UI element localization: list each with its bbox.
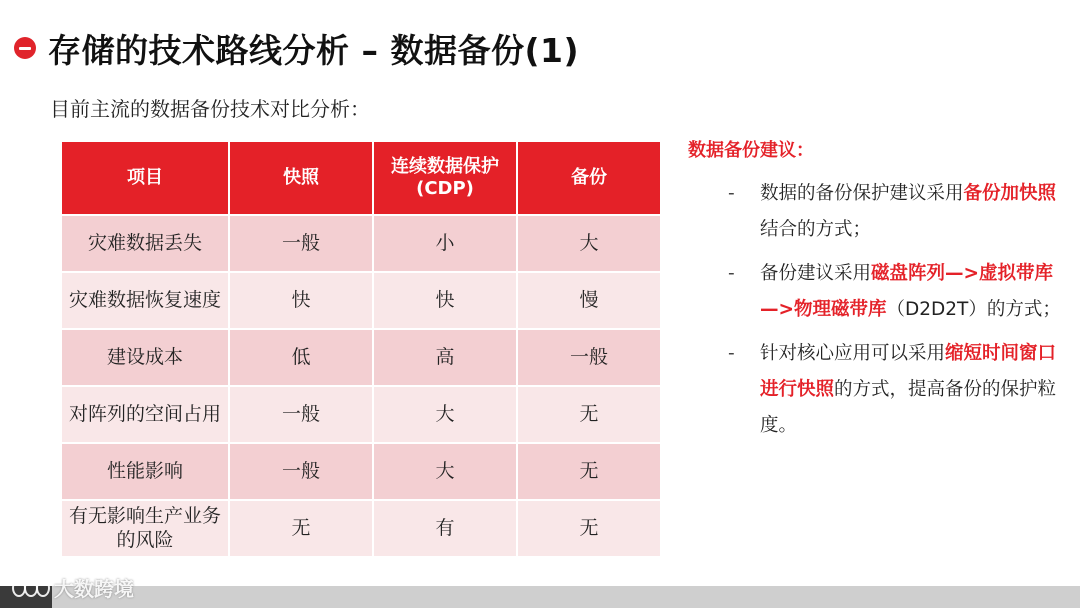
table-row: [62, 443, 660, 500]
advice-highlight: 缩短时间窗口进行快照: [760, 343, 1057, 400]
table-row: [62, 215, 660, 272]
footer-bar: [0, 586, 1080, 608]
watermark-text: 大数跨境: [54, 577, 134, 601]
comparison-table: [62, 142, 660, 556]
row-label: 建设成本: [62, 329, 229, 386]
page-title: 存储的技术路线分析 – 数据备份(1): [48, 30, 580, 70]
header-backup: 备份: [517, 142, 660, 215]
advice-title: 数据备份建议：: [688, 140, 814, 161]
table-row: [62, 500, 660, 556]
table-row: [62, 386, 660, 443]
cell-cdp: 快: [373, 272, 517, 329]
table-row: [62, 272, 660, 329]
bullet-dash: -: [728, 343, 735, 364]
watermark-logo-icon: [12, 579, 48, 597]
advice-panel: [688, 136, 1068, 452]
watermark: [12, 573, 134, 602]
cell-snapshot: 快: [229, 272, 373, 329]
advice-text: 针对核心应用可以采用: [760, 343, 946, 364]
subtitle: 目前主流的数据备份技术对比分析：: [50, 97, 370, 121]
advice-text: 数据的备份保护建议采用: [760, 183, 964, 204]
table-row: [62, 329, 660, 386]
cell-backup: 无: [517, 386, 660, 443]
title-bar: [14, 22, 579, 74]
advice-highlight: 备份加快照: [963, 183, 1057, 204]
cell-snapshot: 一般: [229, 386, 373, 443]
cell-cdp: 大: [373, 386, 517, 443]
minus-circle-icon: [14, 37, 36, 59]
cell-backup: 无: [517, 443, 660, 500]
advice-text: 的方式，提高备份的保护粒度。: [760, 379, 1057, 436]
header-cdp: [373, 142, 517, 215]
cell-snapshot: 无: [229, 500, 373, 556]
bullet-dash: -: [728, 263, 735, 284]
row-label: 对阵列的空间占用: [62, 386, 229, 443]
cell-snapshot: 一般: [229, 443, 373, 500]
row-label: 性能影响: [62, 443, 229, 500]
cell-backup: 一般: [517, 329, 660, 386]
header-snapshot: 快照: [229, 142, 373, 215]
advice-text: 备份建议采用: [760, 263, 872, 284]
cell-cdp: 高: [373, 329, 517, 386]
advice-text: （D2D2T）的方式；: [886, 299, 1061, 320]
cell-cdp: 大: [373, 443, 517, 500]
row-label: 有无影响生产业务的风险: [62, 500, 229, 556]
header-item: 项目: [62, 142, 229, 215]
cell-backup: 无: [517, 500, 660, 556]
row-label: 灾难数据恢复速度: [62, 272, 229, 329]
advice-text: 结合的方式；: [760, 219, 872, 240]
header-cdp-line2: (CDP): [416, 178, 474, 199]
advice-list: [688, 176, 1068, 444]
advice-item: [688, 336, 1068, 444]
bullet-dash: -: [728, 183, 735, 204]
cell-backup: 慢: [517, 272, 660, 329]
cell-cdp: 有: [373, 500, 517, 556]
row-label: 灾难数据丢失: [62, 215, 229, 272]
cell-cdp: 小: [373, 215, 517, 272]
cell-snapshot: 一般: [229, 215, 373, 272]
header-cdp-line1: 连续数据保护: [391, 155, 499, 177]
cell-backup: 大: [517, 215, 660, 272]
advice-item: [688, 256, 1068, 328]
advice-highlight: 磁盘阵列—>虚拟带库—>物理磁带库: [760, 263, 1054, 320]
advice-item: [688, 176, 1068, 248]
table-header-row: [62, 142, 660, 215]
cell-snapshot: 低: [229, 329, 373, 386]
